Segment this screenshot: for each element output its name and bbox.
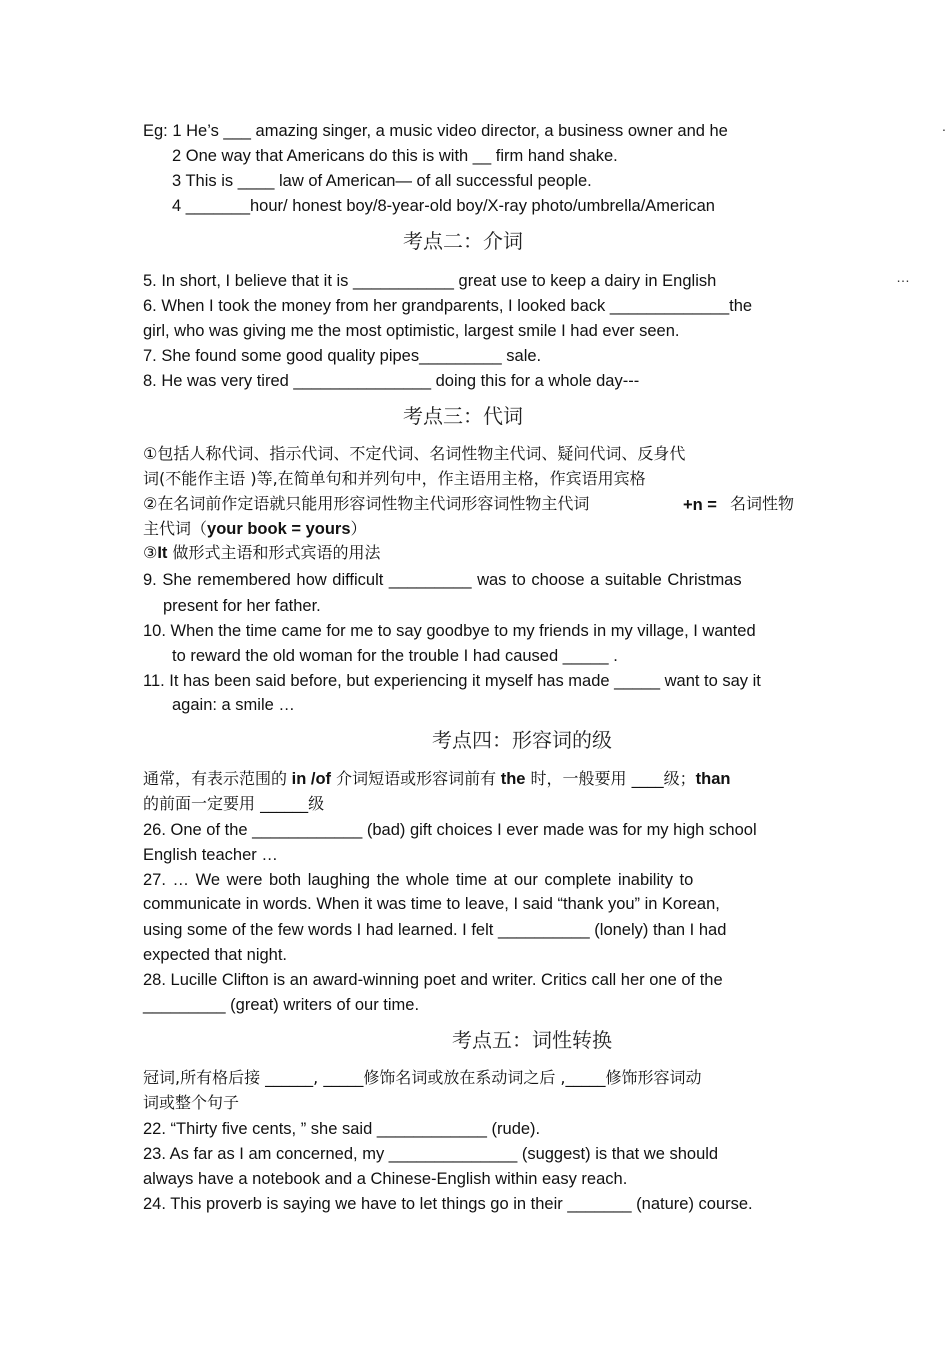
comparative-rule-1e: 时，一般要用 ____级；	[525, 769, 696, 788]
example-line-3: 3 This is ____ law of American— of all successful people.	[172, 172, 592, 190]
pronoun-note-3: ②在名词前作定语就只能用形容词性物主代词形容词性物主代词	[143, 494, 590, 513]
example-line-4: 4 _______hour/ honest boy/8-year-old boy/X-ray photo/umbrella/American	[172, 197, 715, 215]
question-9-line-1: 9. She remembered how difficult _________ was to choose a suitable Christmas	[143, 571, 742, 589]
pronoun-note-2: 词(不能作主语 )等,在简单句和并列句中，作主语用主格，作宾语用宾格	[143, 469, 646, 488]
pronoun-note-4-prefix: 主代词（	[143, 519, 208, 538]
question-11-line-1: 11. It has been said before, but experiencing it myself has made _____ want to say it	[143, 672, 761, 690]
section-5-heading: 考点五：词性转换	[452, 1028, 612, 1052]
question-11-line-2: again: a smile …	[172, 696, 295, 714]
comparative-rule-2: 的前面一定要用 ______级	[143, 794, 325, 813]
question-27-line-3: using some of the few words I had learned. I felt __________ (lonely) than I had	[143, 921, 727, 939]
section-2-heading: 考点二：介词	[403, 229, 523, 253]
question-8: 8. He was very tired _______________ doing this for a whole day---	[143, 372, 640, 390]
pronoun-formula: +n =	[683, 496, 717, 514]
question-22: 22. “Thirty five cents, ” she said ____________ (rude).	[143, 1120, 541, 1138]
the-keyword: the	[500, 770, 526, 788]
pronoun-note-4-suffix: ）	[350, 519, 367, 538]
pronoun-note-5-text: 做形式主语和形式宾语的用法	[167, 543, 381, 562]
margin-mark: .	[942, 118, 946, 134]
example-line-2: 2 One way that Americans do this is with __ firm hand shake.	[172, 147, 618, 165]
question-23-line-2: always have a notebook and a Chinese-English within easy reach.	[143, 1170, 628, 1188]
circled-3: ③	[143, 543, 158, 562]
example-line-1: Eg: 1 He’s ___ amazing singer, a music video director, a business owner and he	[143, 122, 728, 140]
question-28-line-1: 28. Lucille Clifton is an award-winning poet and writer. Critics call her one of the	[143, 971, 723, 989]
section-3-heading: 考点三：代词	[403, 404, 523, 428]
pronoun-note-5	[143, 543, 381, 563]
section-4-heading: 考点四：形容词的级	[432, 728, 612, 752]
question-10-line-1: 10. When the time came for me to say goodbye to my friends in my village, I wanted	[143, 622, 756, 640]
question-5: 5. In short, I believe that it is ___________ great use to keep a dairy in English	[143, 272, 717, 290]
pronoun-note-3-end: 名词性物	[730, 494, 795, 513]
comparative-rule-1c: 介词短语或形容词前有	[331, 769, 497, 788]
than-keyword: than	[695, 770, 731, 788]
question-27-line-2: communicate in words. When it was time to leave, I said “thank you” in Korean,	[143, 895, 720, 913]
question-24: 24. This proverb is saying we have to let things go in their _______ (nature) course.	[143, 1195, 753, 1213]
pronoun-example: your book = yours	[207, 520, 351, 538]
question-27-line-4: expected that night.	[143, 946, 288, 964]
comparative-rule-1a: 通常，有表示范围的	[143, 769, 288, 788]
question-27-line-1: 27. … We were both laughing the whole time at our complete inability to	[143, 871, 694, 889]
question-23-line-1: 23. As far as I am concerned, my ______________ (suggest) is that we should	[143, 1145, 719, 1163]
word-form-rule-1: 冠词,所有格后接 ______, _____修饰名词或放在系动词之后 ,_____修饰形容词动	[143, 1068, 702, 1087]
question-26-line-1: 26. One of the ____________ (bad) gift choices I ever made was for my high school	[143, 821, 757, 839]
comparative-rule-1	[143, 769, 730, 789]
in-of-keyword: in /of	[291, 770, 332, 788]
it-keyword: It	[157, 544, 168, 562]
question-26-line-2: English teacher …	[143, 846, 278, 864]
question-6-line-2: girl, who was giving me the most optimistic, largest smile I had ever seen.	[143, 322, 680, 340]
word-form-rule-2: 词或整个句子	[143, 1093, 240, 1112]
question-7: 7. She found some good quality pipes_________ sale.	[143, 347, 542, 365]
question-9-line-2: present for her father.	[163, 597, 321, 615]
ellipsis-mark: …	[896, 269, 910, 285]
pronoun-note-4	[143, 519, 367, 539]
question-6-line-1: 6. When I took the money from her grandparents, I looked back _____________the	[143, 297, 753, 315]
pronoun-note-1: ①包括人称代词、指示代词、不定代词、名词性物主代词、疑问代词、反身代	[143, 444, 686, 463]
question-10-line-2: to reward the old woman for the trouble I had caused _____ .	[172, 647, 618, 665]
question-28-line-2: _________ (great) writers of our time.	[143, 996, 420, 1014]
